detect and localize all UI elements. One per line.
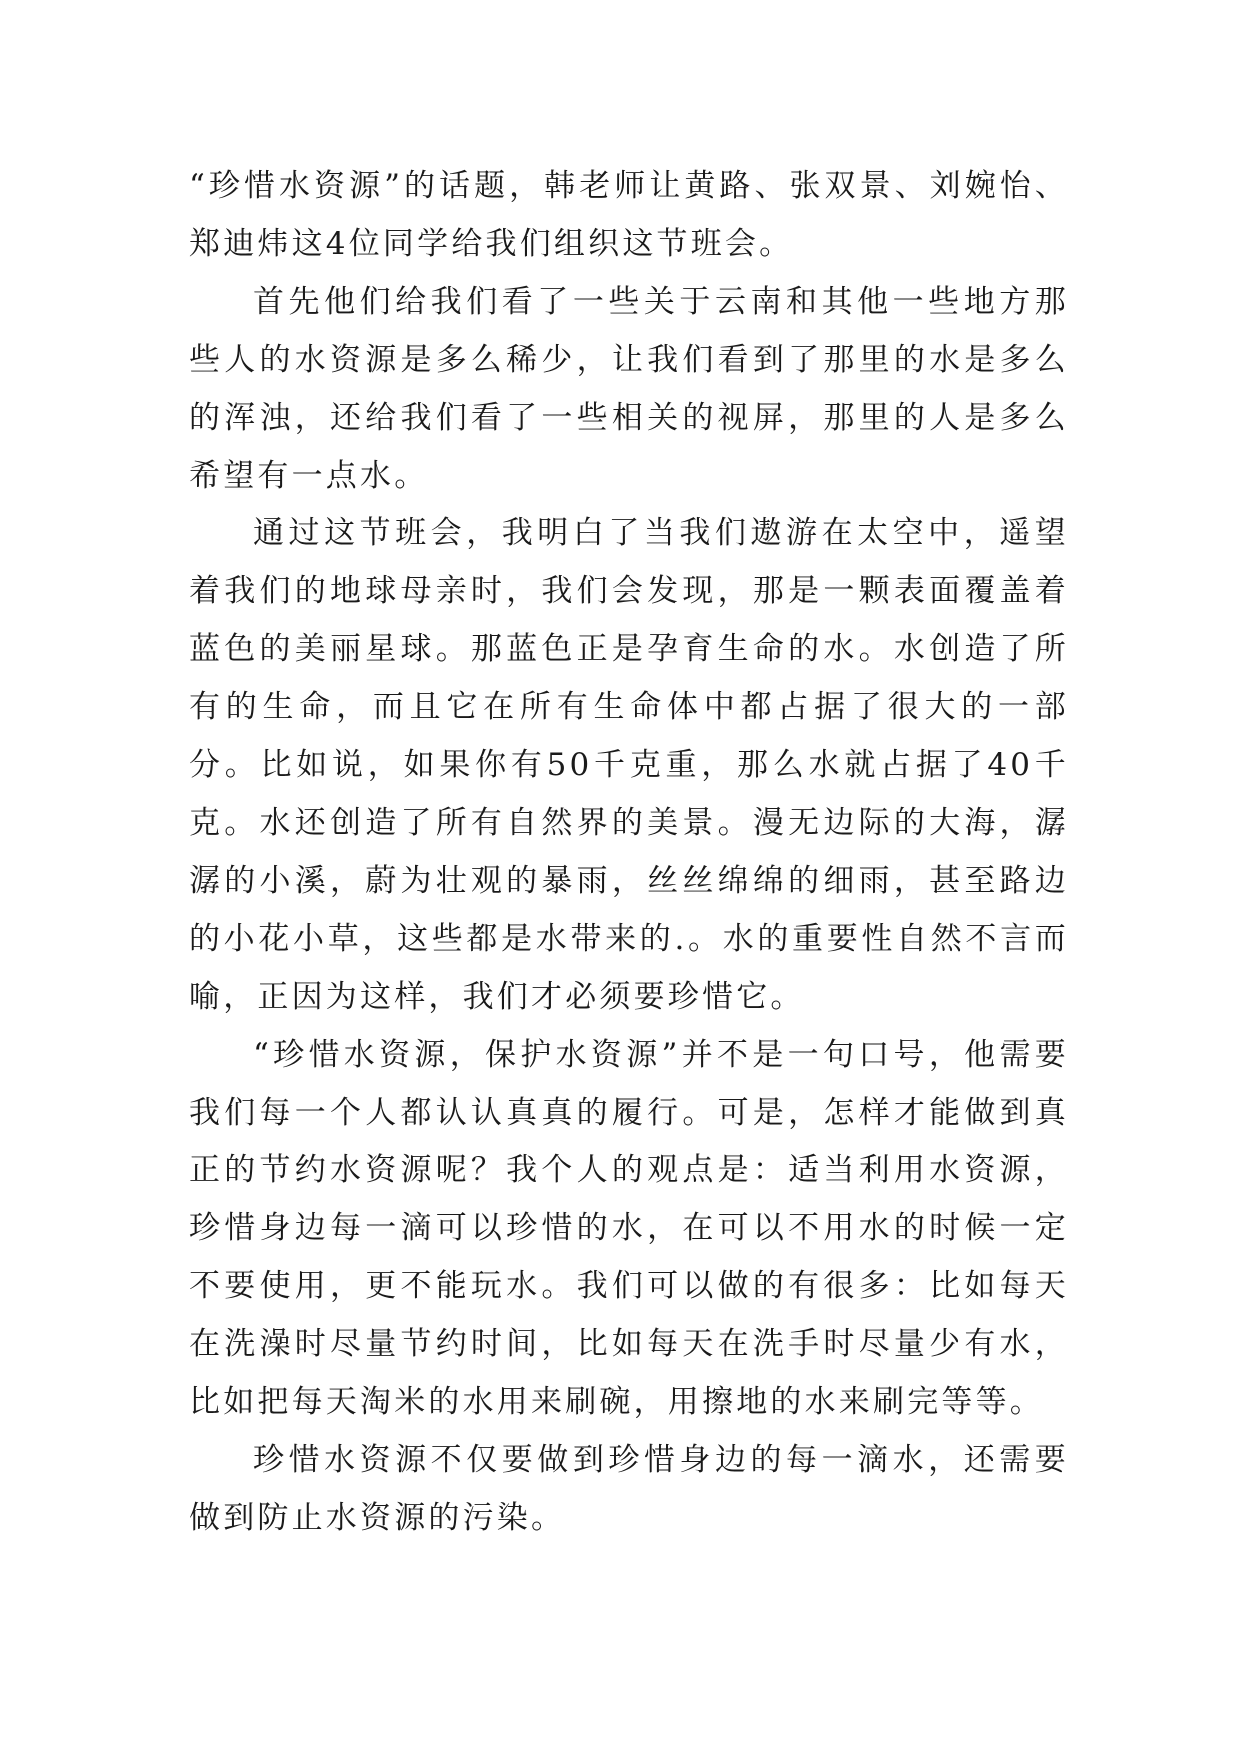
paragraph-4: “珍惜水资源，保护水资源”并不是一句口号，他需要我们每一个人都认认真真的履行。可是，怎样才能做到真正的节约水资源呢？我个人的观点是：适当利用水资源，珍惜身边每一滴可以珍惜的水，在可以不用水的时候一定不要使用，更不能玩水。我们可以做的有很多：比如每天在洗澡时尽量节约时间，比如每天在洗手时尽量少有水，比如把每天淘米的水用来刷碗，用擦地的水来刷完等等。 — [189, 1036, 1069, 1421]
document-body — [189, 158, 1069, 1548]
paragraph-3: 通过这节班会，我明白了当我们遨游在太空中，遥望着我们的地球母亲时，我们会发现，那是一颗表面覆盖着蓝色的美丽星球。那蓝色正是孕育生命的水。水创造了所有的生命，而且它在所有生命体中都占据了很大的一部分。比如说，如果你有50千克重，那么水就占据了40千克。水还创造了所有自然界的美景。漫无边际的大海，潺潺的小溪，蔚为壮观的暴雨，丝丝绵绵的细雨，甚至路边的小花小草，这些都是水带来的.。水的重要性自然不言而喻，正因为这样，我们才必须要珍惜它。 — [189, 515, 1069, 1015]
paragraph-2: 首先他们给我们看了一些关于云南和其他一些地方那些人的水资源是多么稀少，让我们看到了那里的水是多么的浑浊，还给我们看了一些相关的视屏，那里的人是多么希望有一点水。 — [189, 283, 1069, 494]
paragraph-1: “珍惜水资源”的话题，韩老师让黄路、张双景、刘婉怡、郑迪炜这4位同学给我们组织这节班会。 — [189, 168, 1069, 262]
paragraph-5: 珍惜水资源不仅要做到珍惜身边的每一滴水，还需要做到防止水资源的污染。 — [189, 1441, 1069, 1536]
